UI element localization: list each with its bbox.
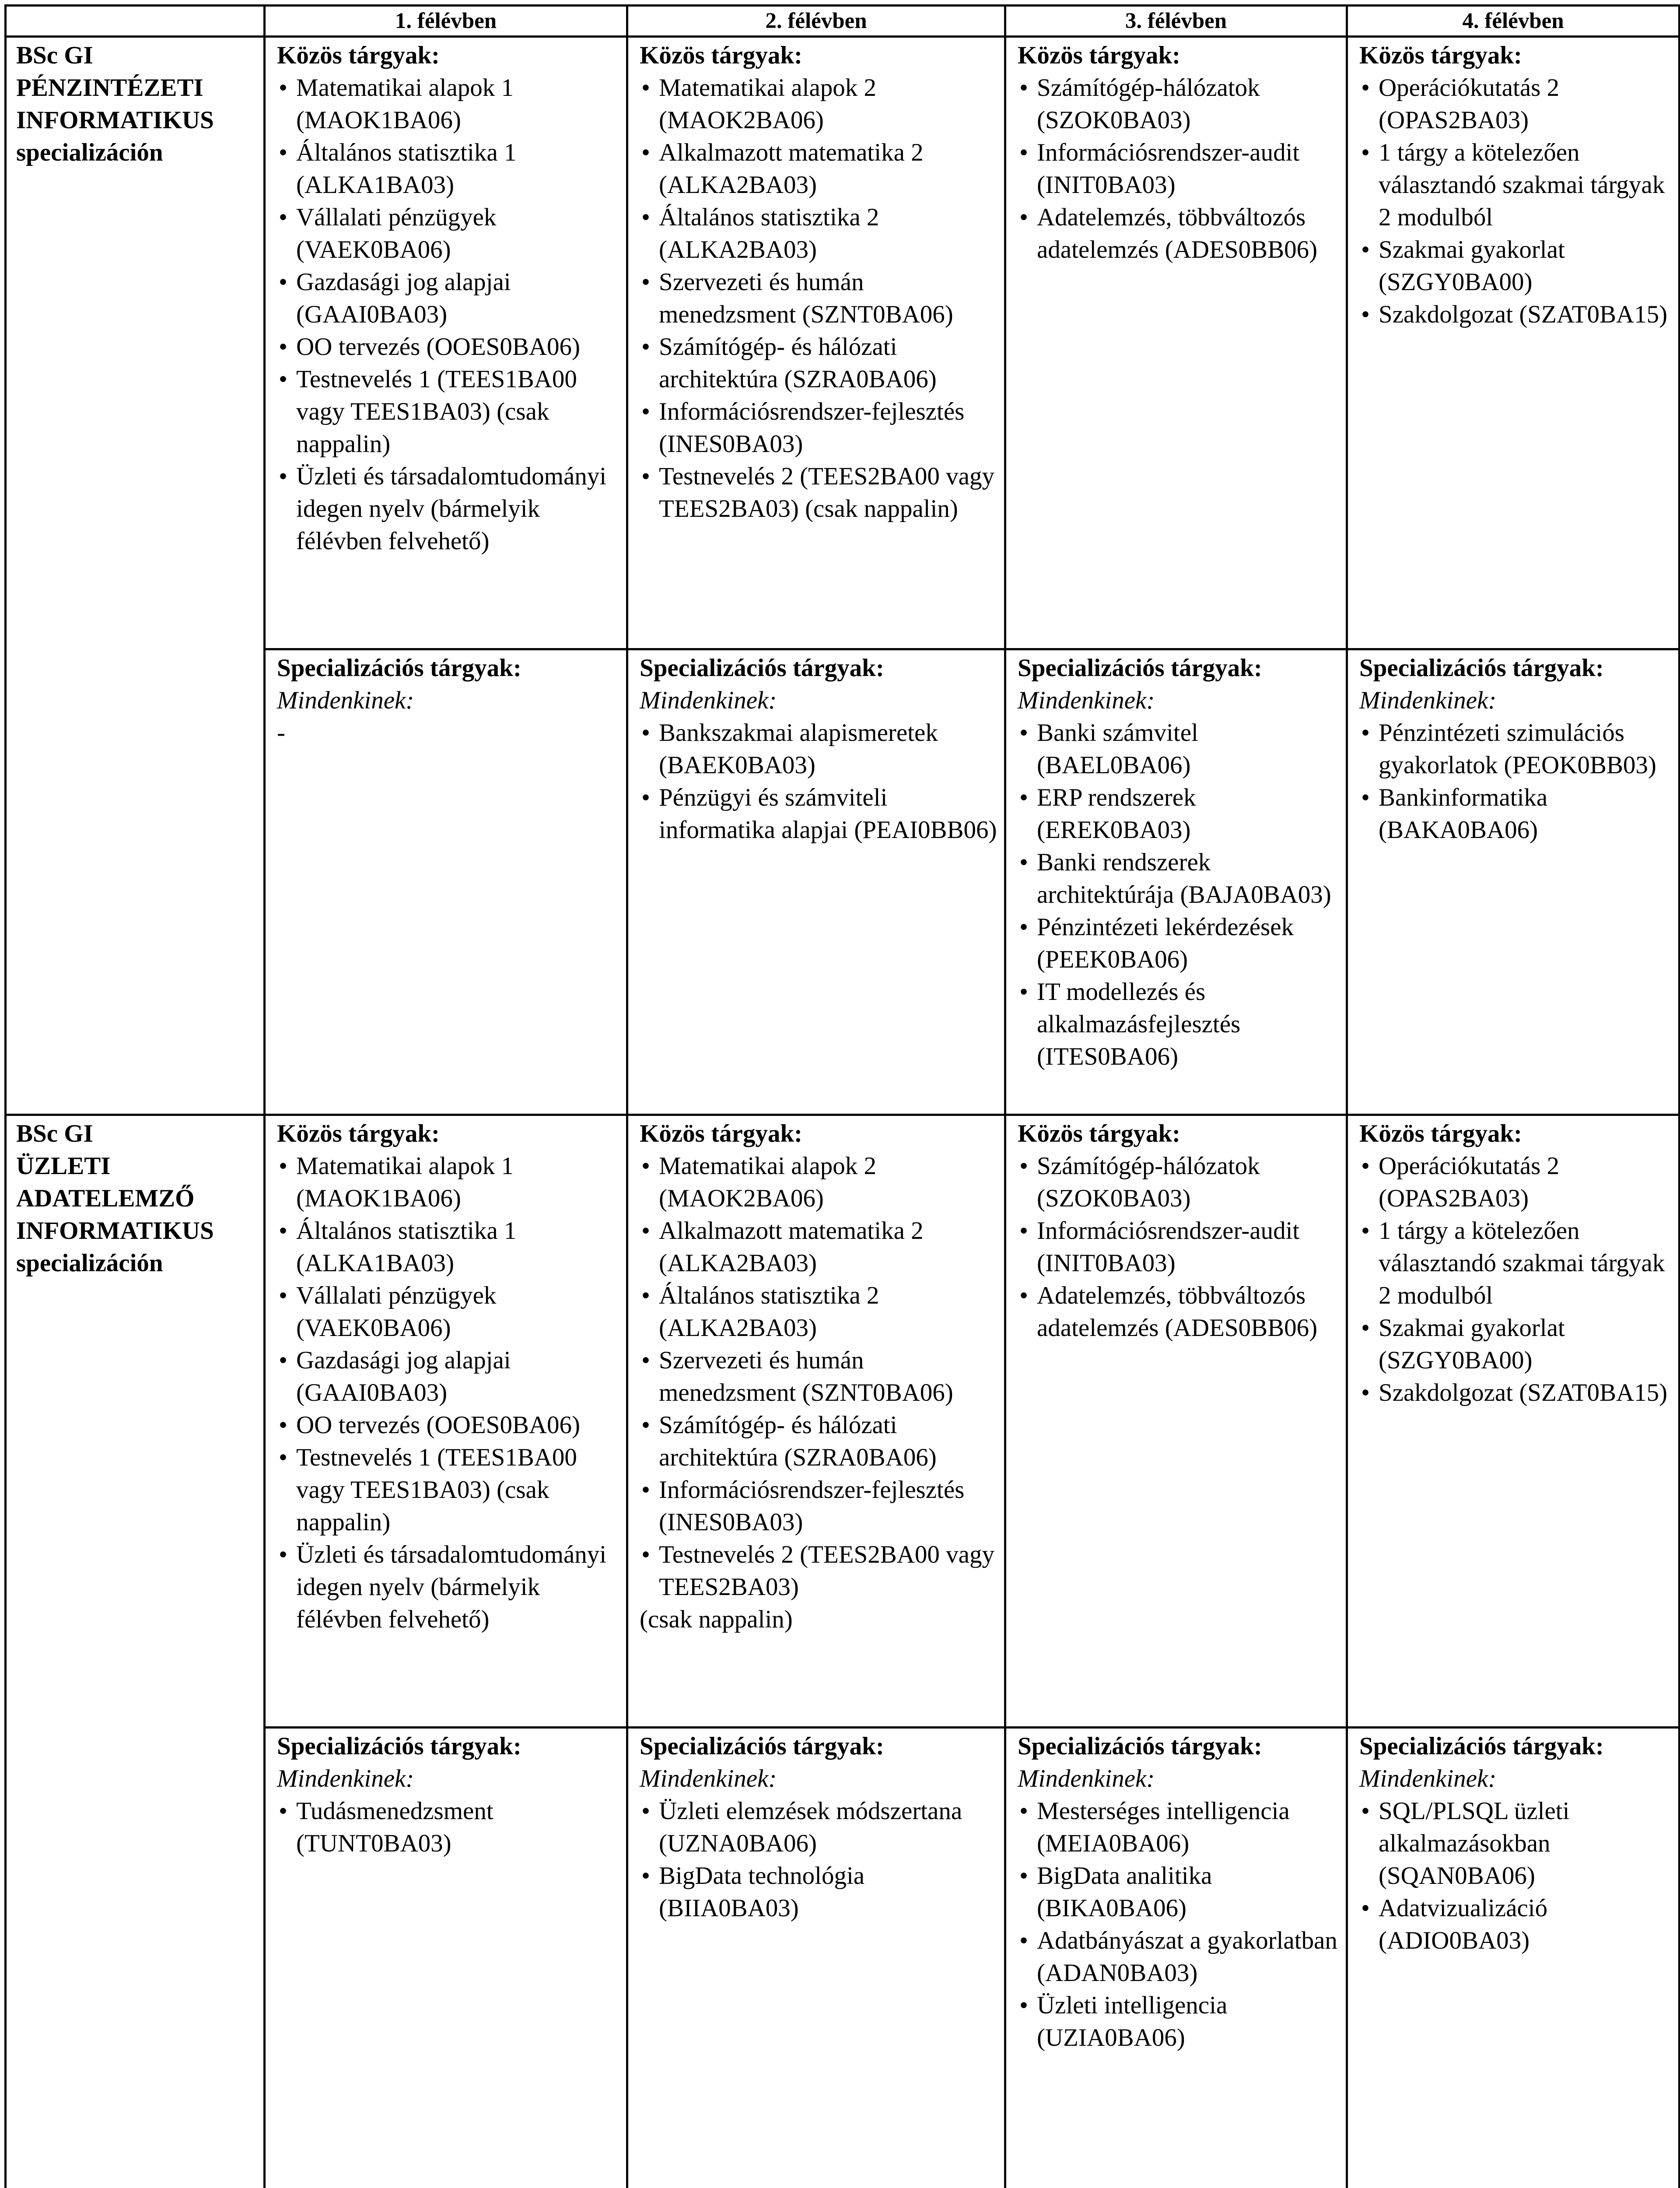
specialization-name-line: BSc GI bbox=[16, 39, 256, 72]
subject-item: • Adatbányászat a gyakorlatban (ADAN0BA03) bbox=[1018, 1925, 1339, 1989]
common-subjects-cell bbox=[265, 37, 627, 649]
subject-list bbox=[1359, 1150, 1671, 1409]
subject-item: • OO tervezés (OOES0BA06) bbox=[277, 1409, 619, 1441]
specialization-subjects-heading: Specializációs tárgyak: bbox=[1018, 652, 1339, 684]
subject-item: • Testnevelés 2 (TEES2BA00 vagy TEES2BA03) bbox=[640, 1539, 997, 1603]
subject-item: • 1 tárgy a kötelezően választandó szakmai tárgyak 2 modulból bbox=[1359, 137, 1671, 234]
specialization-name-line: PÉNZINTÉZETI bbox=[16, 72, 256, 104]
subject-item: • Pénzintézeti szimulációs gyakorlatok (PEOK0BB03) bbox=[1359, 717, 1671, 782]
subject-item: • Szakdolgozat (SZAT0BA15) bbox=[1359, 298, 1671, 331]
header-semester-4: 4. félévben bbox=[1347, 6, 1680, 37]
curriculum-table bbox=[4, 4, 1680, 2188]
subject-item: • Szakdolgozat (SZAT0BA15) bbox=[1359, 1377, 1671, 1409]
header-row bbox=[6, 6, 1680, 37]
everyone-label: Mindenkinek: bbox=[640, 684, 997, 717]
subject-item: • Adatelemzés, többváltozós adatelemzés (ADES0BB06) bbox=[1018, 1280, 1339, 1344]
subject-item: • BigData analitika (BIKA0BA06) bbox=[1018, 1860, 1339, 1925]
subject-item: • BigData technológia (BIIA0BA03) bbox=[640, 1860, 997, 1925]
common-subjects-cell bbox=[1005, 37, 1347, 649]
specialization-subjects-cell bbox=[1347, 1728, 1680, 2188]
subject-item: • Számítógép-hálózatok (SZOK0BA03) bbox=[1018, 72, 1339, 137]
subject-item: • Információsrendszer-fejlesztés (INES0BA03) bbox=[640, 1474, 997, 1539]
subject-item: • Általános statisztika 1 (ALKA1BA03) bbox=[277, 137, 619, 201]
subject-list bbox=[640, 717, 997, 846]
subject-item: • ERP rendszerek (EREK0BA03) bbox=[1018, 782, 1339, 846]
subject-item: • Gazdasági jog alapjai (GAAI0BA03) bbox=[277, 266, 619, 331]
everyone-label: Mindenkinek: bbox=[640, 1763, 997, 1795]
specialization-subjects-cell bbox=[265, 649, 627, 1115]
common-subjects-cell bbox=[1347, 37, 1680, 649]
subject-item: • Gazdasági jog alapjai (GAAI0BA03) bbox=[277, 1344, 619, 1409]
subject-item: • Vállalati pénzügyek (VAEK0BA06) bbox=[277, 201, 619, 266]
subject-list bbox=[277, 1795, 619, 1860]
subject-item: • Adatvizualizáció (ADIO0BA03) bbox=[1359, 1892, 1671, 1957]
subject-item: • Operációkutatás 2 (OPAS2BA03) bbox=[1359, 72, 1671, 137]
subject-note: (csak nappalin) bbox=[640, 1603, 997, 1636]
subject-item: • Matematikai alapok 2 (MAOK2BA06) bbox=[640, 72, 997, 137]
common-subjects-heading: Közös tárgyak: bbox=[1359, 1118, 1671, 1150]
subject-item: • Matematikai alapok 1 (MAOK1BA06) bbox=[277, 1150, 619, 1215]
specialization-name-line: INFORMATIKUS bbox=[16, 104, 256, 137]
everyone-label: Mindenkinek: bbox=[1018, 684, 1339, 717]
common-subjects-cell bbox=[627, 37, 1005, 649]
subject-list bbox=[277, 1150, 619, 1636]
subject-item: • Tudásmenedzsment (TUNT0BA03) bbox=[277, 1795, 619, 1860]
common-subjects-heading: Közös tárgyak: bbox=[640, 1118, 997, 1150]
header-semester-2: 2. félévben bbox=[627, 6, 1005, 37]
subject-item: • Szakmai gyakorlat (SZGY0BA00) bbox=[1359, 1312, 1671, 1377]
subject-list bbox=[1018, 72, 1339, 266]
subject-item: • Üzleti és társadalomtudományi idegen nyelv (bármelyik félévben felvehető) bbox=[277, 1539, 619, 1636]
specialization-subjects-heading: Specializációs tárgyak: bbox=[1359, 1730, 1671, 1763]
specialization-subjects-cell bbox=[627, 1728, 1005, 2188]
subject-item: • Adatelemzés, többváltozós adatelemzés (ADES0BB06) bbox=[1018, 201, 1339, 266]
specialization-subjects-cell bbox=[1005, 649, 1347, 1115]
subject-item: • Alkalmazott matematika 2 (ALKA2BA03) bbox=[640, 137, 997, 201]
specialization-subjects-heading: Specializációs tárgyak: bbox=[1018, 1730, 1339, 1763]
subject-item: • Operációkutatás 2 (OPAS2BA03) bbox=[1359, 1150, 1671, 1215]
subject-list bbox=[1018, 717, 1339, 1073]
specialization-subjects-heading: Specializációs tárgyak: bbox=[640, 1730, 997, 1763]
subject-item: • Bankszakmai alapismeretek (BAEK0BA03) bbox=[640, 717, 997, 782]
subject-item: • Vállalati pénzügyek (VAEK0BA06) bbox=[277, 1280, 619, 1344]
everyone-label: Mindenkinek: bbox=[277, 684, 619, 717]
subject-item: • Szervezeti és humán menedzsment (SZNT0BA06) bbox=[640, 1344, 997, 1409]
subject-item: • Információsrendszer-audit (INIT0BA03) bbox=[1018, 137, 1339, 201]
common-subjects-heading: Közös tárgyak: bbox=[1018, 1118, 1339, 1150]
everyone-label: Mindenkinek: bbox=[1018, 1763, 1339, 1795]
specialization-name-line: ÜZLETI bbox=[16, 1150, 256, 1182]
subject-list bbox=[1359, 72, 1671, 331]
common-subjects-cell bbox=[265, 1115, 627, 1728]
specialization-subjects-cell bbox=[265, 1728, 627, 2188]
subject-item: • Üzleti és társadalomtudományi idegen nyelv (bármelyik félévben felvehető) bbox=[277, 460, 619, 558]
specialization-subjects-heading: Specializációs tárgyak: bbox=[277, 1730, 619, 1763]
specialization-name-line: INFORMATIKUS bbox=[16, 1215, 256, 1247]
common-subjects-cell bbox=[1347, 1115, 1680, 1728]
common-subjects-heading: Közös tárgyak: bbox=[1359, 39, 1671, 72]
subject-item: • Számítógép-hálózatok (SZOK0BA03) bbox=[1018, 1150, 1339, 1215]
header-corner bbox=[6, 6, 265, 37]
subject-list bbox=[640, 1150, 997, 1603]
subject-list bbox=[640, 72, 997, 525]
subject-item: • Általános statisztika 2 (ALKA2BA03) bbox=[640, 201, 997, 266]
subject-item: • Általános statisztika 1 (ALKA1BA03) bbox=[277, 1215, 619, 1280]
subject-item: • Pénzügyi és számviteli informatika alapjai (PEAI0BB06) bbox=[640, 782, 997, 846]
subject-list bbox=[1018, 1795, 1339, 2054]
subject-item: • Mesterséges intelligencia (MEIA0BA06) bbox=[1018, 1795, 1339, 1860]
specialization-name bbox=[6, 37, 265, 1115]
subject-item: • Testnevelés 1 (TEES1BA00 vagy TEES1BA03) (csak nappalin) bbox=[277, 1441, 619, 1539]
common-row bbox=[6, 37, 1680, 649]
subject-item: • Számítógép- és hálózati architektúra (SZRA0BA06) bbox=[640, 1409, 997, 1474]
subject-item: • Matematikai alapok 2 (MAOK2BA06) bbox=[640, 1150, 997, 1215]
specialization-subjects-heading: Specializációs tárgyak: bbox=[277, 652, 619, 684]
header-semester-3: 3. félévben bbox=[1005, 6, 1347, 37]
header-semester-1: 1. félévben bbox=[265, 6, 627, 37]
common-subjects-heading: Közös tárgyak: bbox=[1018, 39, 1339, 72]
subject-item: • Pénzintézeti lekérdezések (PEEK0BA06) bbox=[1018, 911, 1339, 976]
subject-item: • Számítógép- és hálózati architektúra (SZRA0BA06) bbox=[640, 331, 997, 396]
common-subjects-cell bbox=[1005, 1115, 1347, 1728]
subject-item: • Testnevelés 2 (TEES2BA00 vagy TEES2BA03) (csak nappalin) bbox=[640, 460, 997, 525]
subject-item: • OO tervezés (OOES0BA06) bbox=[277, 331, 619, 363]
subject-list bbox=[640, 1795, 997, 1925]
subject-list bbox=[1359, 1795, 1671, 1957]
subject-list bbox=[1018, 1150, 1339, 1344]
specialization-name-line: ADATELEMZŐ bbox=[16, 1182, 256, 1215]
empty-marker: - bbox=[277, 717, 619, 749]
everyone-label: Mindenkinek: bbox=[1359, 684, 1671, 717]
subject-item: • Információsrendszer-fejlesztés (INES0BA03) bbox=[640, 396, 997, 460]
subject-item: • Testnevelés 1 (TEES1BA00 vagy TEES1BA03) (csak nappalin) bbox=[277, 363, 619, 460]
subject-item: • 1 tárgy a kötelezően választandó szakmai tárgyak 2 modulból bbox=[1359, 1215, 1671, 1312]
specialization-subjects-cell bbox=[1347, 649, 1680, 1115]
subject-list bbox=[277, 72, 619, 558]
subject-item: • Matematikai alapok 1 (MAOK1BA06) bbox=[277, 72, 619, 137]
subject-item: • Általános statisztika 2 (ALKA2BA03) bbox=[640, 1280, 997, 1344]
subject-item: • Alkalmazott matematika 2 (ALKA2BA03) bbox=[640, 1215, 997, 1280]
specialization-subjects-cell bbox=[627, 649, 1005, 1115]
subject-item: • Üzleti elemzések módszertana (UZNA0BA06) bbox=[640, 1795, 997, 1860]
subject-item: • Banki számvitel (BAEL0BA06) bbox=[1018, 717, 1339, 782]
everyone-label: Mindenkinek: bbox=[277, 1763, 619, 1795]
subject-item: • Üzleti intelligencia (UZIA0BA06) bbox=[1018, 1989, 1339, 2054]
specialization-name bbox=[6, 1115, 265, 2188]
subject-list bbox=[1359, 717, 1671, 846]
specialization-subjects-cell bbox=[1005, 1728, 1347, 2188]
subject-item: • Szervezeti és humán menedzsment (SZNT0BA06) bbox=[640, 266, 997, 331]
specialization-name-line: specializáción bbox=[16, 137, 256, 169]
subject-item: • IT modellezés és alkalmazásfejlesztés (ITES0BA06) bbox=[1018, 976, 1339, 1073]
subject-item: • Szakmai gyakorlat (SZGY0BA00) bbox=[1359, 234, 1671, 298]
specialization-name-line: specializáción bbox=[16, 1247, 256, 1280]
specialization-name-line: BSc GI bbox=[16, 1118, 256, 1150]
subject-item: • SQL/PLSQL üzleti alkalmazásokban (SQAN0BA06) bbox=[1359, 1795, 1671, 1892]
common-row bbox=[6, 1115, 1680, 1728]
common-subjects-heading: Közös tárgyak: bbox=[640, 39, 997, 72]
common-subjects-heading: Közös tárgyak: bbox=[277, 1118, 619, 1150]
subject-item: • Banki rendszerek architektúrája (BAJA0BA03) bbox=[1018, 846, 1339, 911]
specialization-subjects-heading: Specializációs tárgyak: bbox=[640, 652, 997, 684]
subject-item: • Információsrendszer-audit (INIT0BA03) bbox=[1018, 1215, 1339, 1280]
common-subjects-cell bbox=[627, 1115, 1005, 1728]
specialization-subjects-heading: Specializációs tárgyak: bbox=[1359, 652, 1671, 684]
everyone-label: Mindenkinek: bbox=[1359, 1763, 1671, 1795]
common-subjects-heading: Közös tárgyak: bbox=[277, 39, 619, 72]
subject-item: • Bankinformatika (BAKA0BA06) bbox=[1359, 782, 1671, 846]
